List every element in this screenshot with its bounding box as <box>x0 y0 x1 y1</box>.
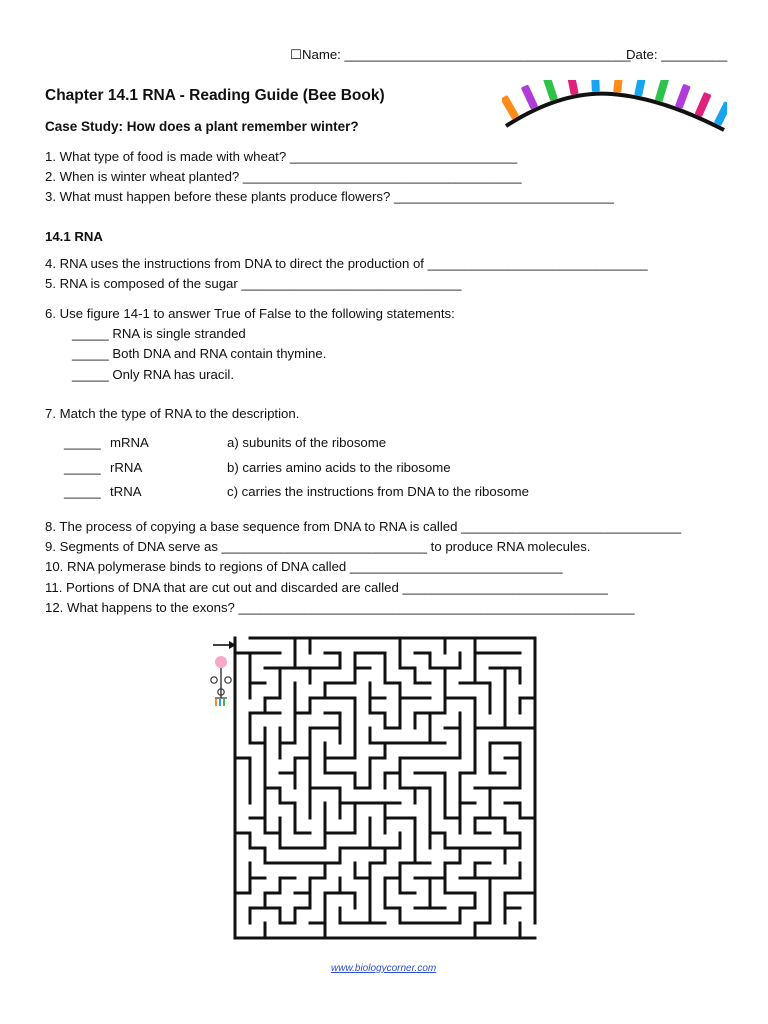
match-description: c) carries the instructions from DNA to the ribosome <box>227 484 529 499</box>
rna-base <box>634 80 647 97</box>
rna-strand-icon <box>502 80 727 142</box>
rna-base <box>675 84 691 109</box>
match-type: mRNA <box>110 435 149 450</box>
rna-base <box>566 80 578 95</box>
rna-base <box>613 80 624 93</box>
question-9: 9. Segments of DNA serve as ____________________________ to produce RNA molecules. <box>45 539 591 554</box>
footer-link[interactable]: www.biologycorner.com <box>331 963 437 974</box>
match-blank: _____ <box>64 484 101 499</box>
question-5: 5. RNA is composed of the sugar ______________________________ <box>45 276 462 291</box>
question-7-prompt: 7. Match the type of RNA to the description. <box>45 406 300 421</box>
start-arrow-icon <box>213 641 236 649</box>
case-study-heading: Case Study: How does a plant remember winter? <box>45 119 359 134</box>
question-6-item: _____ Only RNA has uracil. <box>72 367 234 382</box>
rna-base <box>695 92 712 117</box>
match-type: tRNA <box>110 484 142 499</box>
match-blank: _____ <box>64 460 101 475</box>
match-type: rRNA <box>110 460 143 475</box>
date-field[interactable]: Date: _________ <box>626 47 728 62</box>
header-checkbox-icon: ☐ <box>290 47 302 62</box>
match-description: a) subunits of the ribosome <box>227 435 387 450</box>
rna-base <box>521 84 538 109</box>
match-description: b) carries amino acids to the ribosome <box>227 460 451 475</box>
question-6-item: _____ Both DNA and RNA contain thymine. <box>72 346 327 361</box>
question-12: 12. What happens to the exons? ______________________________________________________ <box>45 600 635 615</box>
trna-icon <box>211 656 231 706</box>
rna-base <box>655 80 669 102</box>
rna-base <box>502 95 519 120</box>
question-8: 8. The process of copying a base sequence from DNA to RNA is called ______________________________ <box>45 519 682 534</box>
match-blank: _____ <box>64 435 101 450</box>
rna-base <box>591 80 600 92</box>
rna-base <box>543 80 558 101</box>
question-1: 1. What type of food is made with wheat? _______________________________ <box>45 149 518 164</box>
maze <box>205 630 545 952</box>
rna-backbone <box>506 94 724 130</box>
question-3: 3. What must happen before these plants produce flowers? ______________________________ <box>45 189 614 204</box>
name-field[interactable]: Name: _______________________________________ <box>302 47 631 62</box>
question-6-item: _____ RNA is single stranded <box>72 326 246 341</box>
rna-base <box>714 101 727 126</box>
question-6-prompt: 6. Use figure 14-1 to answer True of False to the following statements: <box>45 306 455 321</box>
question-11: 11. Portions of DNA that are cut out and discarded are called ____________________________ <box>45 580 608 595</box>
page-title: Chapter 14.1 RNA - Reading Guide (Bee Book) <box>45 87 385 104</box>
question-2: 2. When is winter wheat planted? ______________________________________ <box>45 169 522 184</box>
section-heading: 14.1 RNA <box>45 229 103 244</box>
question-4: 4. RNA uses the instructions from DNA to direct the production of ______________________________ <box>45 256 648 271</box>
question-10: 10. RNA polymerase binds to regions of DNA called _____________________________ <box>45 559 563 574</box>
